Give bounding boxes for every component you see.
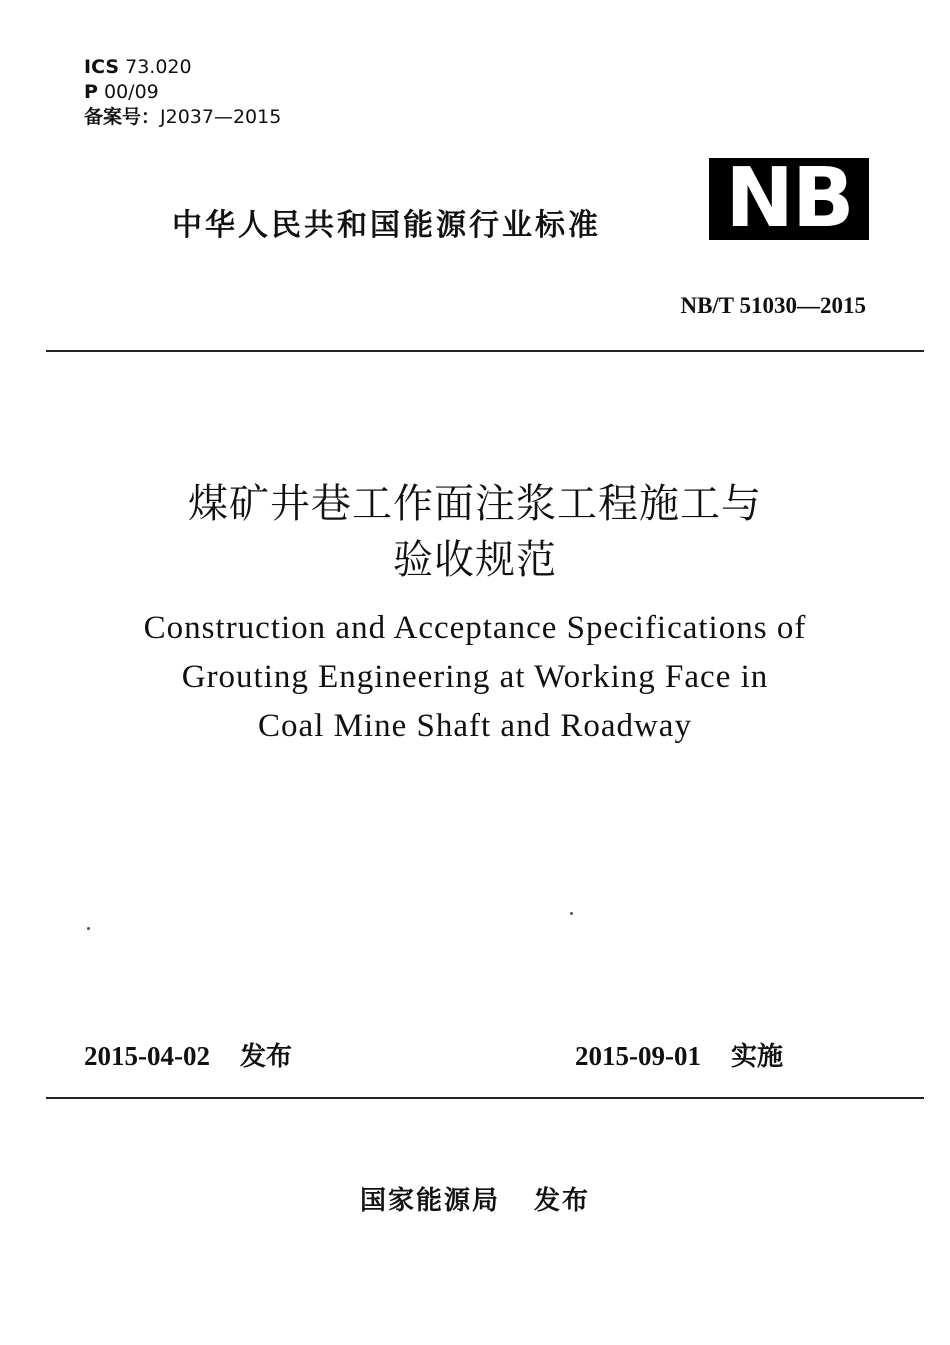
record-label: 备案号： xyxy=(84,106,161,128)
bottom-divider xyxy=(46,1097,924,1099)
standard-code: NB/T 51030—2015 xyxy=(680,293,866,318)
publisher-name: 国家能源局 xyxy=(359,1186,500,1216)
record-row xyxy=(84,105,281,130)
publish-date-block xyxy=(84,1036,292,1073)
implement-date-block xyxy=(575,1036,783,1073)
english-title-line-1: Construction and Acceptance Specifications of xyxy=(143,610,807,646)
publisher-line xyxy=(0,1180,950,1217)
english-title-line-3: Coal Mine Shaft and Roadway xyxy=(258,708,692,744)
ics-label: ICS xyxy=(84,56,120,78)
english-title xyxy=(0,604,950,751)
ics-row xyxy=(84,55,281,80)
scan-speck xyxy=(570,912,573,915)
record-value: J2037—2015 xyxy=(160,106,282,128)
scan-speck xyxy=(87,927,90,930)
implement-date: 2015-09-01 xyxy=(575,1041,701,1071)
implement-label: 实施 xyxy=(730,1042,783,1072)
p-row xyxy=(84,80,281,105)
p-label: P xyxy=(84,81,98,103)
publish-label: 发布 xyxy=(239,1042,292,1072)
nb-logo: NB xyxy=(709,158,869,240)
issuer-line: 中华人民共和国能源行业标准 xyxy=(172,208,601,243)
ics-value: 73.020 xyxy=(125,56,192,78)
chinese-title xyxy=(0,476,950,588)
chinese-title-line-2: 验收规范 xyxy=(393,537,557,583)
classification-block xyxy=(84,55,281,130)
publisher-label: 发布 xyxy=(534,1186,591,1216)
publish-date: 2015-04-02 xyxy=(84,1041,210,1071)
chinese-title-line-1: 煤矿井巷工作面注浆工程施工与 xyxy=(188,481,762,527)
top-divider xyxy=(46,350,924,352)
english-title-line-2: Grouting Engineering at Working Face in xyxy=(181,659,769,695)
p-value: 00/09 xyxy=(103,81,159,103)
